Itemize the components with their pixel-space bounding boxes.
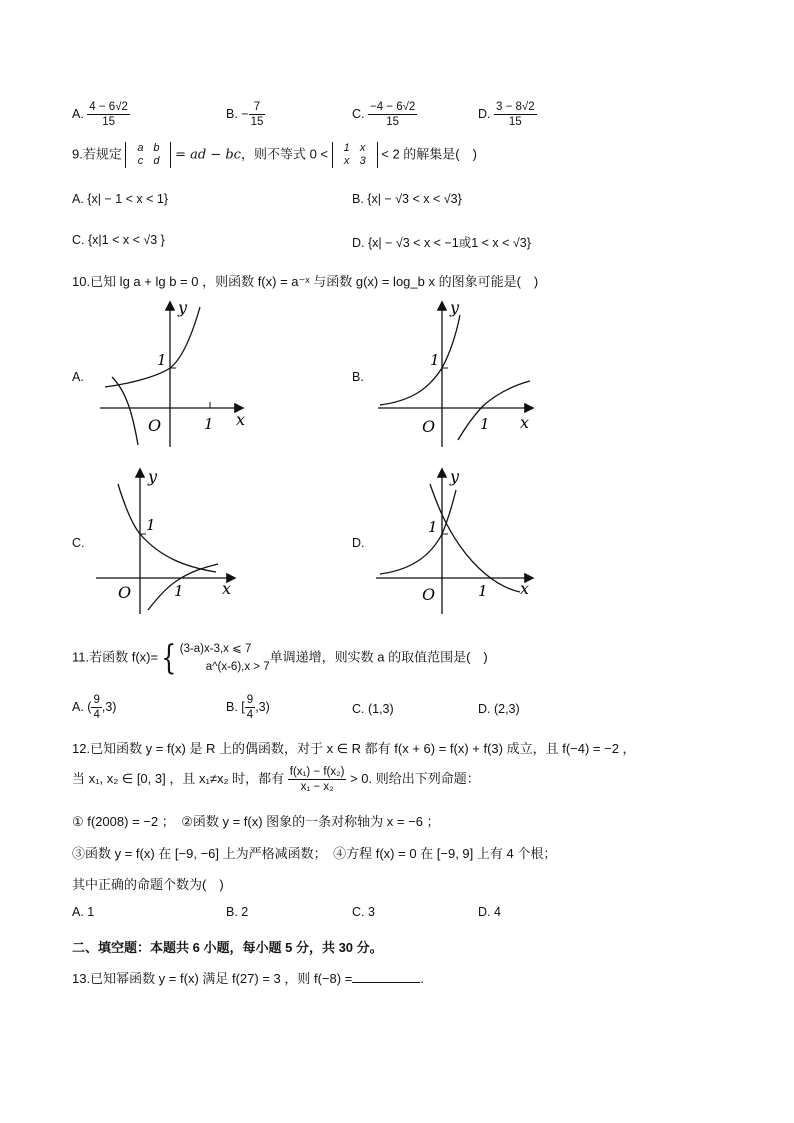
origin-label: O [118, 583, 132, 602]
q10-label-b: B. [352, 370, 364, 384]
q12-line5: 其中正确的命题个数为( ) [72, 877, 224, 892]
one-label-y: 1 [428, 518, 438, 536]
q11-option-d: D. (2,3) [478, 702, 520, 716]
q12-line3: ① f(2008) = −2 ； ②函数 y = f(x) 图象的一条对称轴为 x = −6 ； [72, 814, 440, 829]
axis-x-label: x [236, 410, 246, 429]
one-label-x: 1 [478, 582, 488, 600]
q11-option-b: B. [ $\frac{9}{4}$ ,3) [226, 694, 270, 721]
axis-x-label: x [520, 413, 530, 432]
q10-stem: 10.已知 lg a + lg b = 0 ，则函数 f(x) = a⁻ˣ 与函数 g(x) = log_b x 的图象可能是( ) [72, 274, 539, 289]
q8-option-b: B. − $\frac{7}{15}$ [226, 101, 264, 128]
graph-c [90, 462, 250, 622]
answer-blank[interactable] [352, 970, 420, 983]
axis-x-label: x [222, 579, 232, 598]
determinant-inequality: 1 x x 3 [332, 142, 378, 168]
q9-option-a: A. {x| − 1 < x < 1} [72, 192, 169, 206]
origin-label: O [148, 416, 162, 435]
section-heading: 二、填空题：本题共 6 小题，每小题 5 分，共 30 分。 [72, 940, 383, 955]
q12-line4: ③函数 y = f(x) 在 [−9, −6] 上为严格减函数； ④方程 f(x) = 0 在 [−9, 9] 上有 4 个根； [72, 846, 557, 861]
q12-option-c: C. 3 [352, 905, 375, 919]
q9-option-b: B. {x| − √3 < x < √3} [352, 192, 462, 206]
q11-stem: 11.若函数 f(x)={ (3-a)x-3,x ⩽ 7 a^(x-6),x > 7单调递增，则实数 a 的取值范围是( ) [72, 638, 488, 678]
exp-curve [380, 490, 456, 574]
exp-curve [380, 315, 460, 405]
log-curve [112, 377, 138, 445]
q10-label-c: C. [72, 536, 85, 550]
q9-stem: 9.若规定 a b c d = ad − bc，则不等式 0 < 1 x x 3 < 2 的解集是( ) [72, 142, 477, 167]
q13-stem: 13.已知幂函数 y = f(x) 满足 f(27) = 3 ，则 f(−8) = . [72, 971, 424, 986]
origin-label: O [422, 417, 436, 436]
q10-label-a: A. [72, 370, 84, 384]
exp-curve [118, 484, 216, 572]
q8-option-d: D. $\frac{3 - 8√2}{15}$ [478, 101, 535, 128]
decay-curve [430, 484, 520, 592]
exp-curve [105, 307, 200, 387]
q8-option-a: A. $\frac{4 - 6√2}{15}$ [72, 101, 128, 128]
determinant-definition: a b c d [125, 142, 171, 168]
q12-line2: 当 x₁, x₂ ∈ [0, 3] ，且 x₁≠x₂ 时，都有 $\frac{\text{f(x₁) − f(x₂)}}{\text{x₁ − x₂}}$ > 0. 则给出下列命题： [72, 766, 480, 793]
one-label-x: 1 [174, 582, 184, 600]
q9-option-d: D. {x| − √3 < x < −1或1 < x < √3} [352, 236, 531, 250]
q12-option-d: D. 4 [478, 905, 501, 919]
axis-y-label: y [450, 467, 460, 486]
graph-a [90, 295, 250, 455]
axis-x-label: x [520, 579, 530, 598]
one-label-y: 1 [157, 351, 167, 369]
one-label-x: 1 [204, 415, 214, 433]
origin-label: O [422, 585, 436, 604]
q10-label-d: D. [352, 536, 365, 550]
q12-option-b: B. 2 [226, 905, 249, 919]
q11-option-c: C. (1,3) [352, 702, 394, 716]
q9-option-c: C. {x|1 < x < √3 } [72, 233, 165, 247]
q12-option-a: A. 1 [72, 905, 95, 919]
axis-y-label: y [178, 298, 188, 317]
axis-y-label: y [148, 467, 158, 486]
graph-d [370, 462, 540, 622]
q8-option-c: C. $\frac{-4 - 6√2}{15}$ [352, 101, 416, 128]
one-label-y: 1 [146, 516, 156, 534]
axis-y-label: y [450, 298, 460, 317]
q12-line1: 12.已知函数 y = f(x) 是 R 上的偶函数，对于 x ∈ R 都有 f(x + 6) = f(x) + f(3) 成立，且 f(−4) = −2 ， [72, 741, 636, 756]
one-label-x: 1 [480, 415, 490, 433]
one-label-y: 1 [430, 351, 440, 369]
brace-icon: { [161, 638, 177, 678]
q11-option-a: A. ( $\frac{9}{4}$ ,3) [72, 694, 117, 721]
graph-b [370, 295, 540, 455]
